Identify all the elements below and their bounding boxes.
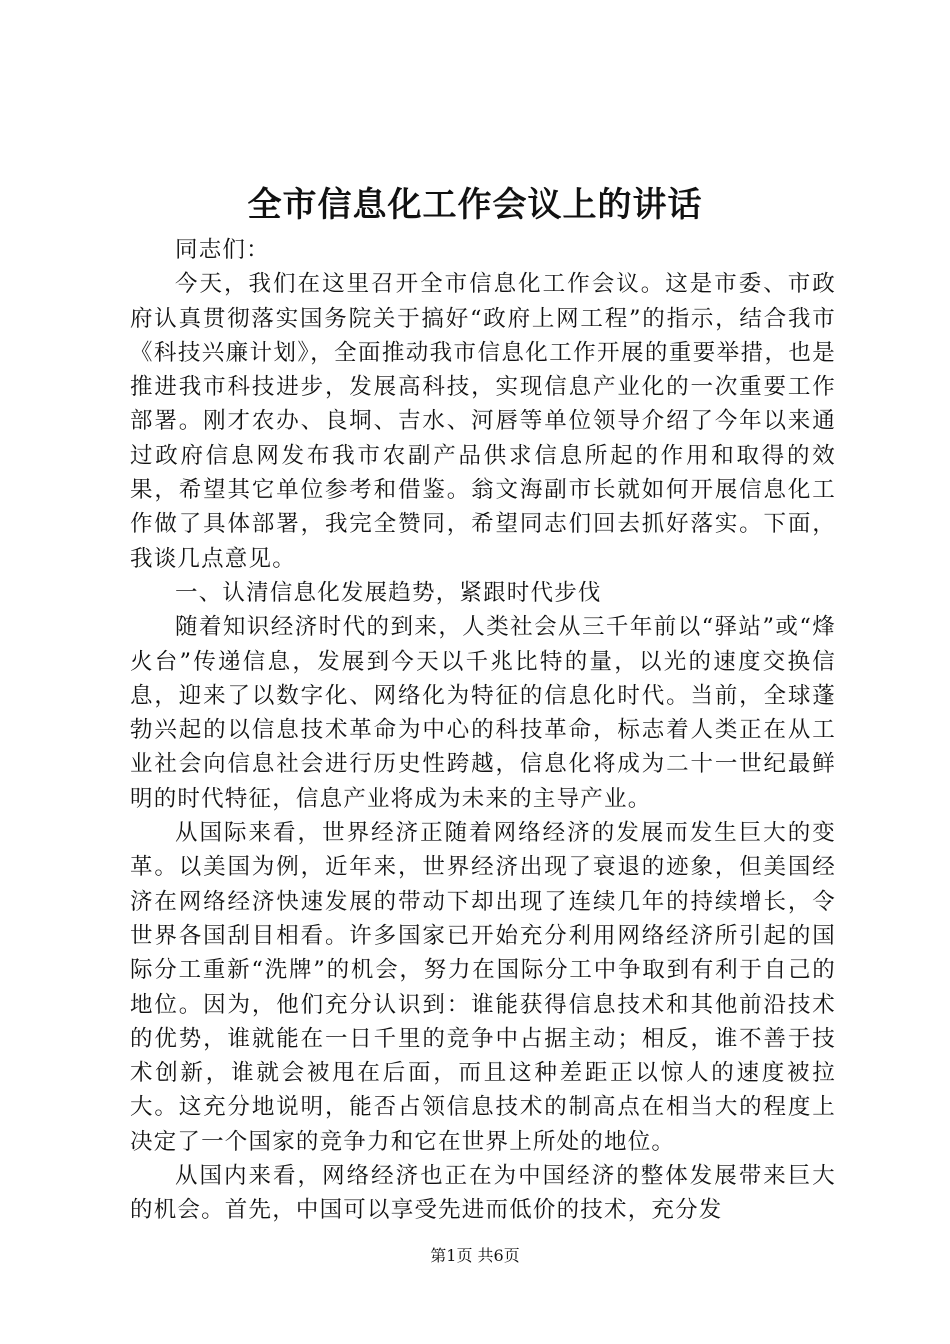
intro-paragraph: 今天，我们在这里召开全市信息化工作会议。这是市委、市政府认真贯彻落实国务院关于搞好“政府上网工程”的指示，结合我市《科技兴廉计划》，全面推动我市信息化工作开展的重要举措，也是推进我市科技进步，发展高科技，实现信息产业化的一次重要工作部署。刚才农办、良垌、吉水、河唇等单位领导介绍了今年以来通过政府信息网发布我市农副产品供求信息所起的作用和取得的效果，希望其它单位参考和借鉴。翁文海副市长就如何开展信息化工作做了具体部署，我完全赞同，希望同志们回去抓好落实。下面，我谈几点意见。	[130, 271, 836, 572]
salutation-paragraph: 同志们：	[175, 237, 270, 263]
body-paragraph: 从国际来看，世界经济正随着网络经济的发展而发生巨大的变革。以美国为例，近年来，世界经济出现了衰退的迹象，但美国经济在网络经济快速发展的带动下却出现了连续几年的持续增长，令世界各国刮目相看。许多国家已开始充分利用网络经济所引起的国际分工重新“洗牌”的机会，努力在国际分工中争取到有利于自己的地位。因为，他们充分认识到：谁能获得信息技术和其他前沿技术的优势，谁就能在一日千里的竞争中占据主动；相反，谁不善于技术创新，谁就会被甩在后面，而且这种差距正以惊人的速度被拉大。这充分地说明，能否占领信息技术的制高点在相当大的程度上决定了一个国家的竞争力和它在世界上所处的地位。	[130, 820, 836, 1155]
document-body	[130, 233, 836, 1228]
section-heading: 一、认清信息化发展趋势，紧跟时代步伐	[175, 579, 602, 606]
page-number-footer: 第1页 共6页	[430, 1246, 520, 1265]
body-paragraph: 随着知识经济时代的到来，人类社会从三千年前以“驿站”或“烽火台”传递信息，发展到今天以千兆比特的量，以光的速度交换信息，迎来了以数字化、网络化为特征的信息化时代。当前，全球蓬勃兴起的以信息技术革命为中心的科技革命，标志着人类正在从工业社会向信息社会进行历史性跨越，信息化将成为二十一世纪最鲜明的时代特征，信息产业将成为未来的主导产业。	[130, 614, 836, 812]
body-paragraph: 从国内来看，网络经济也正在为中国经济的整体发展带来巨大的机会。首先，中国可以享受先进而低价的技术，充分发	[130, 1163, 836, 1224]
document-title: 全市信息化工作会议上的讲话	[247, 185, 703, 225]
